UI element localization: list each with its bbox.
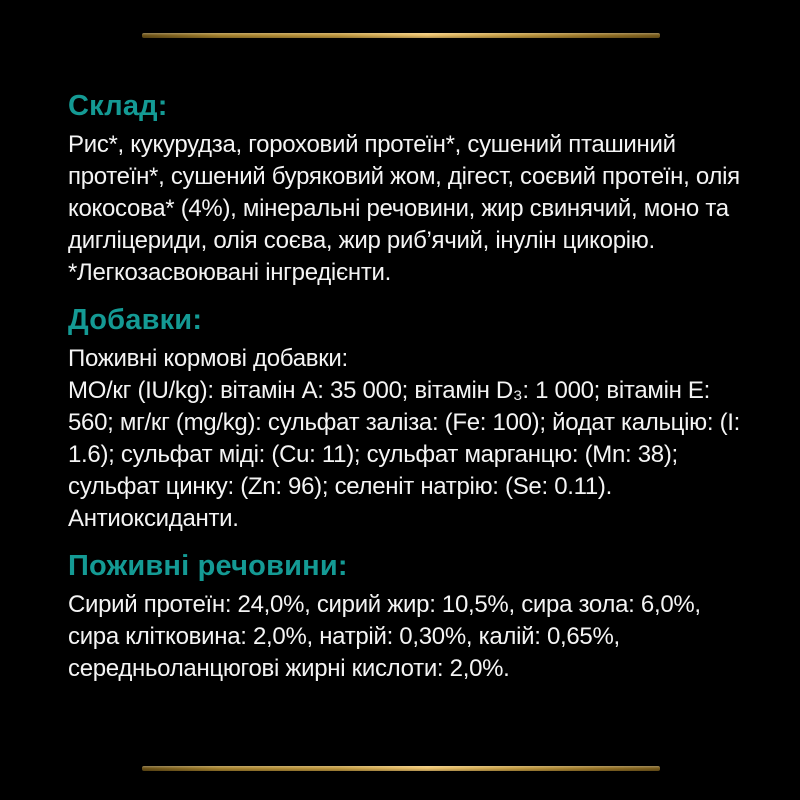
section-nutrients: [68, 548, 744, 685]
additives-values-text: МО/кг (IU/kg): вітамін A: 35 000; вітамін D₃: 1 000; вітамін E: 560; мг/кг (mg/kg): сульфат заліза: (Fe: 100); йодат кальцію: (I: 1.6); сульфат міді: (Cu: 11); сульфат марганцю: (Mn: 38); сульфат цинку: (Zn: 96); селеніт натрію: (Se: 0.11).: [68, 377, 741, 500]
nutrients-values-text: Сирий протеїн: 24,0%, сирий жир: 10,5%, сира зола: 6,0%, сира клітковина: 2,0%, натрій: 0,30%, калій: 0,65%, середньоланцюгові жирні кислоти: 2,0%.: [68, 591, 701, 682]
additives-antioxidants-text: Антиоксиданти.: [68, 505, 239, 532]
additives-heading: Добавки:: [68, 304, 203, 336]
bottom-gold-divider: [142, 766, 660, 771]
nutrients-heading: Поживні речовини:: [68, 550, 348, 582]
additives-intro-text: Поживні кормові добавки:: [68, 345, 348, 372]
composition-ingredients-text: Рис*, кукурудза, гороховий протеїн*, сушений пташиний протеїн*, сушений буряковий жом, дігест, соєвий протеїн, олія кокосова* (4%), мінеральні речовини, жир свинячий, моно та дигліцериди, олія соєва, жир риб’ячий, інулін цикорію.: [68, 131, 740, 254]
section-additives: [68, 302, 744, 535]
section-composition: [68, 88, 744, 289]
top-gold-divider: [142, 33, 660, 38]
composition-footnote-text: *Легкозасвоювані інгредієнти.: [68, 259, 392, 286]
label-content: [68, 88, 744, 685]
composition-heading: Склад:: [68, 90, 168, 122]
